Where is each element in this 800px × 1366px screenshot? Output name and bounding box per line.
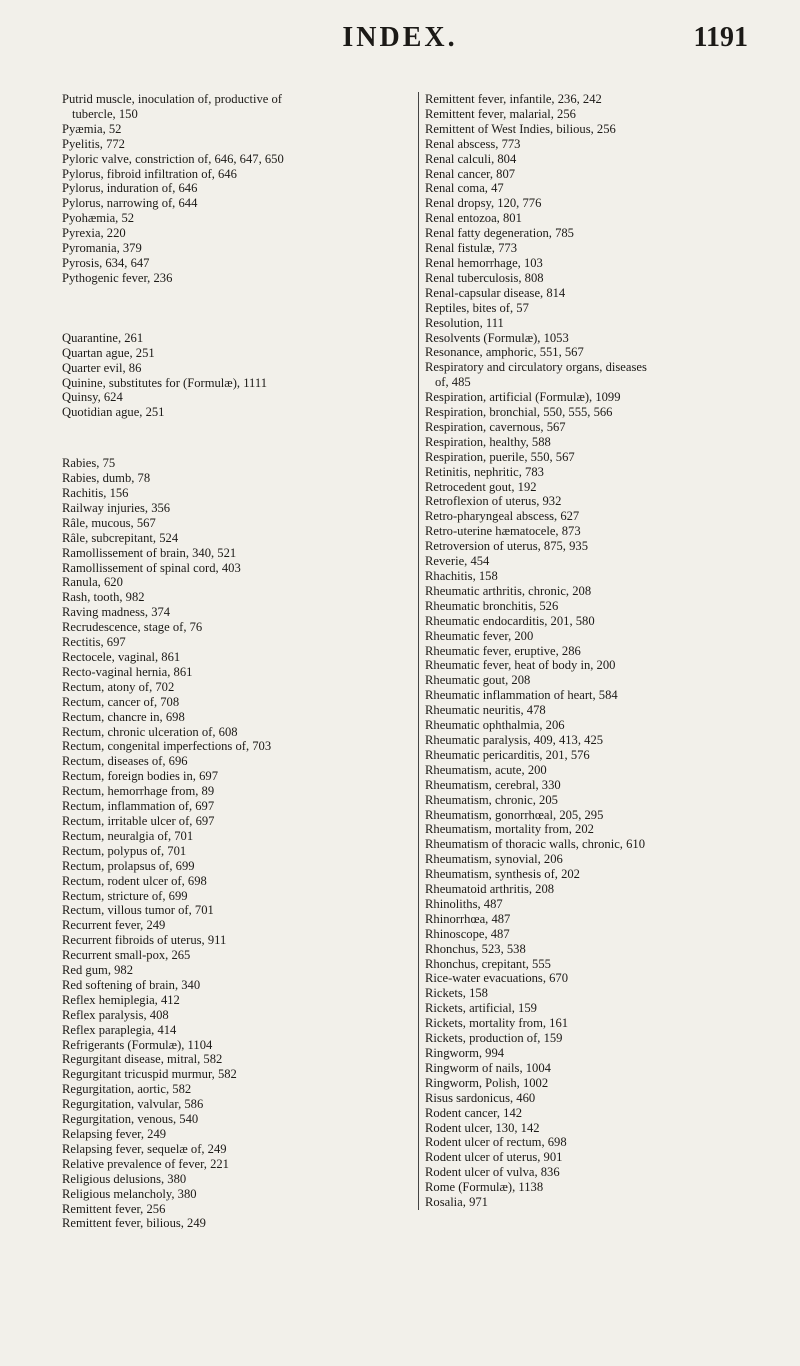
index-entry: Quinsy, 624 bbox=[62, 390, 123, 405]
index-entry: Quarter evil, 86 bbox=[62, 360, 142, 375]
index-entry: Recurrent fever, 249 bbox=[62, 918, 166, 933]
index-entry: Reflex paralysis, 408 bbox=[62, 1007, 169, 1022]
index-entry: Refrigerants (Formulæ), 1104 bbox=[62, 1037, 213, 1052]
index-entry: Pylorus, narrowing of, 644 bbox=[62, 196, 198, 211]
index-entry: Rectum, villous tumor of, 701 bbox=[62, 903, 214, 918]
index-entry: Rice-water evacuations, 670 bbox=[425, 971, 569, 986]
index-entry: Regurgitation, valvular, 586 bbox=[62, 1097, 204, 1112]
index-entry: Pyohæmia, 52 bbox=[62, 211, 135, 226]
index-entry: Reflex hemiplegia, 412 bbox=[62, 992, 180, 1007]
index-entry: Râle, subcrepitant, 524 bbox=[62, 530, 179, 545]
index-entry: Pylorus, induration of, 646 bbox=[62, 181, 198, 196]
index-entry: Putrid muscle, inoculation of, productive of bbox=[62, 92, 282, 106]
index-entry: Relapsing fever, 249 bbox=[62, 1127, 167, 1141]
index-entry: Rhinoliths, 487 bbox=[425, 896, 503, 911]
index-entry: Ramollissement of spinal cord, 403 bbox=[62, 560, 241, 575]
index-entry: Resolvents (Formulæ), 1053 bbox=[425, 330, 569, 345]
index-entry: Renal calculi, 804 bbox=[425, 151, 517, 166]
index-entry: Remittent fever, 256 bbox=[62, 1201, 166, 1216]
index-entry: Rectum, foreign bodies in, 697 bbox=[62, 769, 218, 784]
index-entry: Reverie, 454 bbox=[425, 554, 490, 569]
index-entry: Regurgitant tricuspid murmur, 582 bbox=[62, 1067, 237, 1082]
index-column-left bbox=[62, 92, 407, 1231]
index-entry: Relative prevalence of fever, 221 bbox=[62, 1156, 229, 1171]
index-entry: Renal tuberculosis, 808 bbox=[425, 270, 544, 285]
index-entry: Retrocedent gout, 192 bbox=[425, 479, 537, 494]
index-entry: Rectum, chancre in, 698 bbox=[62, 709, 185, 724]
index-entry: Respiration, artificial (Formulæ), 1099 bbox=[425, 390, 621, 405]
index-entry-continuation: tubercle, 150 bbox=[72, 106, 138, 121]
index-entry: Rhonchus, 523, 538 bbox=[425, 941, 526, 956]
index-entry: Rome (Formulæ), 1138 bbox=[425, 1180, 544, 1195]
index-entry: Rheumatic fever, heat of body in, 200 bbox=[425, 658, 616, 673]
index-entry: Retroflexion of uterus, 932 bbox=[425, 494, 562, 509]
index-entry: Red gum, 982 bbox=[62, 963, 134, 978]
index-entry: Pyelitis, 772 bbox=[62, 136, 125, 151]
index-entry: Recurrent fibroids of uterus, 911 bbox=[62, 933, 227, 948]
index-entry: Rheumatic gout, 208 bbox=[425, 673, 531, 688]
index-entry: Rachitis, 156 bbox=[62, 486, 129, 501]
index-entry: Quinine, substitutes for (Formulæ), 1111 bbox=[62, 375, 267, 390]
index-entry: Rectum, chronic ulceration of, 608 bbox=[62, 724, 238, 739]
index-entry: Retro-uterine hæmatocele, 873 bbox=[425, 524, 581, 539]
index-entry: Resolution, 111 bbox=[425, 315, 504, 330]
index-entry: Ringworm, 994 bbox=[425, 1046, 505, 1060]
index-entry: Rabies, 75 bbox=[62, 456, 116, 471]
index-entry: Rectum, prolapsus of, 699 bbox=[62, 858, 195, 873]
index-entry: Relapsing fever, sequelæ of, 249 bbox=[62, 1141, 227, 1156]
index-entry: Rectum, cancer of, 708 bbox=[62, 694, 180, 709]
index-entry: Rhinorrhœa, 487 bbox=[425, 911, 511, 926]
index-entry: Recto-vaginal hernia, 861 bbox=[62, 664, 193, 679]
index-entry-continuation: of, 485 bbox=[435, 375, 471, 390]
index-entry: Rheumatism, acute, 200 bbox=[425, 762, 547, 777]
index-entry: Renal abscess, 773 bbox=[425, 136, 521, 151]
index-entry: Regurgitation, venous, 540 bbox=[62, 1112, 199, 1127]
index-entry: Rectum, hemorrhage from, 89 bbox=[62, 784, 215, 799]
index-entry: Rickets, production of, 159 bbox=[425, 1031, 563, 1046]
index-column-right bbox=[418, 92, 797, 1210]
index-entry: Regurgitation, aortic, 582 bbox=[62, 1082, 192, 1097]
index-entry: Rheumatic fever, 200 bbox=[425, 628, 534, 643]
index-entry: Rectum, inflammation of, 697 bbox=[62, 799, 215, 814]
index-entry: Ringworm of nails, 1004 bbox=[425, 1060, 551, 1075]
index-entry: Pylorus, fibroid infiltration of, 646 bbox=[62, 166, 237, 181]
index-entry: Rectum, atony of, 702 bbox=[62, 679, 175, 694]
index-entry: Rectitis, 697 bbox=[62, 635, 126, 650]
index-entry: Renal-capsular disease, 814 bbox=[425, 285, 566, 300]
index-entry: Rheumatic endocarditis, 201, 580 bbox=[425, 613, 595, 628]
index-entry: Religious delusions, 380 bbox=[62, 1171, 187, 1186]
index-entry: Ranula, 620 bbox=[62, 575, 123, 590]
index-group-r bbox=[62, 456, 407, 1231]
index-group-p bbox=[62, 92, 407, 286]
index-group-r-continued bbox=[425, 92, 797, 1210]
index-entry: Ringworm, Polish, 1002 bbox=[425, 1075, 549, 1090]
index-entry: Rheumatic pericarditis, 201, 576 bbox=[425, 747, 590, 762]
index-entry: Rheumatism, chronic, 205 bbox=[425, 792, 558, 807]
index-entry: Rheumatic inflammation of heart, 584 bbox=[425, 688, 618, 703]
index-entry: Renal cancer, 807 bbox=[425, 166, 516, 181]
index-entry: Respiration, puerile, 550, 567 bbox=[425, 449, 575, 464]
index-entry: Rodent ulcer of uterus, 901 bbox=[425, 1150, 563, 1165]
index-group-q bbox=[62, 331, 407, 420]
index-entry: Quarantine, 261 bbox=[62, 330, 144, 345]
index-entry: Rectum, rodent ulcer of, 698 bbox=[62, 873, 207, 888]
index-entry: Rheumatism, cerebral, 330 bbox=[425, 777, 561, 792]
index-entry: Retroversion of uterus, 875, 935 bbox=[425, 539, 588, 554]
index-entry: Pyromania, 379 bbox=[62, 241, 142, 256]
index-entry: Renal fistulæ, 773 bbox=[425, 241, 517, 256]
index-entry: Remittent fever, bilious, 249 bbox=[62, 1216, 206, 1231]
index-entry: Rhonchus, crepitant, 555 bbox=[425, 956, 551, 971]
index-entry: Rickets, 158 bbox=[425, 986, 488, 1001]
index-entry: Rectum, stricture of, 699 bbox=[62, 888, 188, 903]
index-entry: Rheumatism, synovial, 206 bbox=[425, 852, 563, 867]
index-entry: Red softening of brain, 340 bbox=[62, 977, 201, 992]
index-entry: Rheumatic arthritis, chronic, 208 bbox=[425, 583, 592, 598]
index-entry: Remittent fever, malarial, 256 bbox=[425, 106, 576, 121]
index-entry: Rheumatism, mortality from, 202 bbox=[425, 822, 594, 837]
index-entry: Pyrosis, 634, 647 bbox=[62, 255, 150, 270]
index-entry: Religious melancholy, 380 bbox=[62, 1186, 197, 1201]
index-entry: Rectum, polypus of, 701 bbox=[62, 843, 187, 858]
index-entry: Raving madness, 374 bbox=[62, 605, 171, 620]
index-entry: Rheumatic paralysis, 409, 413, 425 bbox=[425, 732, 604, 747]
index-entry: Renal fatty degeneration, 785 bbox=[425, 226, 574, 241]
index-entry: Rectocele, vaginal, 861 bbox=[62, 650, 181, 664]
index-entry: Respiratory and circulatory organs, diseases bbox=[425, 360, 647, 375]
index-entry: Rosalia, 971 bbox=[425, 1195, 488, 1210]
index-entry: Railway injuries, 356 bbox=[62, 500, 171, 515]
index-entry: Rickets, mortality from, 161 bbox=[425, 1016, 569, 1031]
group-spacer bbox=[62, 286, 407, 331]
index-entry: Remittent fever, infantile, 236, 242 bbox=[425, 92, 602, 106]
index-entry: Quartan ague, 251 bbox=[62, 345, 155, 360]
index-entry: Rodent ulcer, 130, 142 bbox=[425, 1120, 540, 1135]
index-entry: Rectum, irritable ulcer of, 697 bbox=[62, 813, 215, 828]
page-number: 1191 bbox=[693, 22, 748, 53]
index-entry: Rash, tooth, 982 bbox=[62, 590, 145, 605]
index-entry: Remittent of West Indies, bilious, 256 bbox=[425, 121, 616, 136]
index-entry: Rheumatic fever, eruptive, 286 bbox=[425, 643, 581, 658]
index-entry: Reptiles, bites of, 57 bbox=[425, 300, 529, 315]
index-entry: Rheumatism of thoracic walls, chronic, 610 bbox=[425, 837, 645, 852]
index-entry: Rodent ulcer of vulva, 836 bbox=[425, 1165, 560, 1180]
index-entry: Rodent cancer, 142 bbox=[425, 1105, 523, 1120]
group-spacer bbox=[62, 420, 407, 456]
index-entry: Rheumatism, gonorrhœal, 205, 295 bbox=[425, 807, 604, 822]
index-entry: Rabies, dumb, 78 bbox=[62, 471, 151, 486]
index-entry: Rheumatic ophthalmia, 206 bbox=[425, 718, 565, 733]
index-entry: Recurrent small-pox, 265 bbox=[62, 948, 191, 963]
index-entry: Rheumatic neuritis, 478 bbox=[425, 703, 546, 718]
index-entry: Rectum, congenital imperfections of, 703 bbox=[62, 739, 272, 754]
index-entry: Respiration, healthy, 588 bbox=[425, 434, 551, 449]
index-entry: Retro-pharyngeal abscess, 627 bbox=[425, 509, 580, 524]
index-entry: Ramollissement of brain, 340, 521 bbox=[62, 545, 237, 560]
index-entry: Reflex paraplegia, 414 bbox=[62, 1022, 177, 1037]
index-entry: Resonance, amphoric, 551, 567 bbox=[425, 345, 584, 360]
index-entry: Renal entozoa, 801 bbox=[425, 211, 522, 226]
index-entry: Pyloric valve, constriction of, 646, 647, 650 bbox=[62, 151, 284, 166]
index-entry: Recrudescence, stage of, 76 bbox=[62, 620, 203, 635]
index-entry: Rectum, diseases of, 696 bbox=[62, 754, 188, 769]
index-entry: Risus sardonicus, 460 bbox=[425, 1090, 536, 1105]
index-entry: Rheumatism, synthesis of, 202 bbox=[425, 867, 580, 882]
page-header bbox=[0, 22, 800, 72]
index-entry: Rodent ulcer of rectum, 698 bbox=[425, 1135, 567, 1150]
index-entry: Renal dropsy, 120, 776 bbox=[425, 196, 542, 211]
index-entry: Quotidian ague, 251 bbox=[62, 405, 165, 420]
index-entry: Retinitis, nephritic, 783 bbox=[425, 464, 544, 479]
index-entry: Renal hemorrhage, 103 bbox=[425, 255, 543, 270]
index-entry: Rhinoscope, 487 bbox=[425, 926, 510, 941]
index-entry: Pyrexia, 220 bbox=[62, 226, 126, 241]
index-entry: Rickets, artificial, 159 bbox=[425, 1001, 537, 1016]
index-entry: Rheumatic bronchitis, 526 bbox=[425, 598, 559, 613]
index-entry: Rhachitis, 158 bbox=[425, 569, 498, 583]
index-entry: Rheumatoid arthritis, 208 bbox=[425, 882, 555, 897]
index-entry: Respiration, bronchial, 550, 555, 566 bbox=[425, 405, 613, 420]
index-entry: Rectum, neuralgia of, 701 bbox=[62, 828, 194, 843]
index-entry: Renal coma, 47 bbox=[425, 181, 504, 196]
index-entry: Pythogenic fever, 236 bbox=[62, 270, 173, 285]
index-entry: Respiration, cavernous, 567 bbox=[425, 419, 566, 434]
index-entry: Regurgitant disease, mitral, 582 bbox=[62, 1052, 223, 1067]
index-entry: Râle, mucous, 567 bbox=[62, 515, 156, 530]
index-entry: Pyæmia, 52 bbox=[62, 121, 122, 136]
page-title: INDEX. bbox=[342, 22, 458, 53]
